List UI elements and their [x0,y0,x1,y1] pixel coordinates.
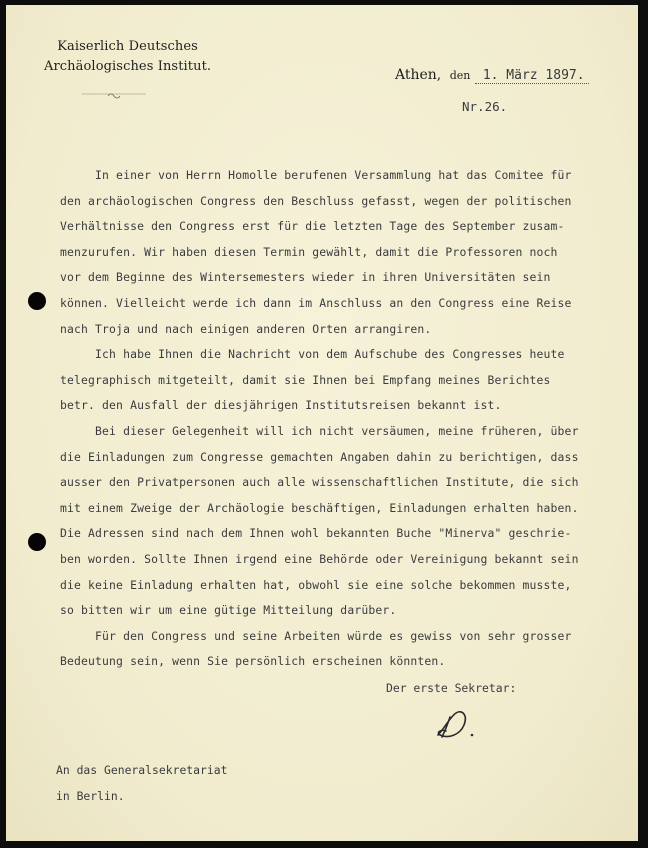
recipient-line-1: An das Generalsekretariat [56,763,228,777]
body-line: die Einladungen zum Congresse gemachten Angaben dahin zu berichtigen, dass [60,449,579,464]
letterhead-ornament [82,91,146,101]
body-line: Verhältnisse den Congress erst für die letzten Tage des September zusam- [60,219,565,234]
den-label: den [449,69,471,82]
letterhead-line-1: Kaiserlich Deutsches [57,39,198,54]
dateline [395,67,589,83]
body-line: Für den Congress und seine Arbeiten würde es gewiss von sehr grosser [60,628,572,643]
body-line: nach Troja und nach einigen anderen Orten arrangiren. [60,321,432,336]
body-line: telegraphisch mitgeteilt, damit sie Ihnen bei Empfang meines Berichtes [60,372,551,387]
body-line: mit einem Zweige der Archäologie beschäftigen, Einladungen erhalten haben. [60,500,579,515]
body-line: die keine Einladung erhalten hat, obwohl sie eine solche bekommen musste, [60,577,572,592]
place-name: Athen, [395,67,442,83]
letter-date: 1. März 1897. [475,68,589,84]
letter-page [6,5,638,841]
punch-hole [28,533,46,551]
body-line: Bei dieser Gelegenheit will ich nicht versäumen, meine früheren, über [60,423,579,438]
punch-hole [28,292,46,310]
letterhead [44,37,211,77]
recipient-line-2: in Berlin. [56,789,125,803]
body-line: Bedeutung sein, wenn Sie persönlich erscheinen könnten. [60,654,446,669]
body-line: betr. den Ausfall der diesjährigen Institutsreisen bekannt ist. [60,398,502,413]
body-line: so bitten wir um eine gütige Mitteilung darüber. [60,603,397,618]
body-line: ben worden. Sollte Ihnen irgend eine Behörde oder Vereinigung bekannt sein [60,551,579,566]
signature [430,705,480,745]
body-line: menzurufen. Wir haben diesen Termin gewählt, damit die Professoren noch [60,244,558,259]
body-line: ausser den Privatpersonen auch alle wissenschaftlichen Institute, die sich [60,475,579,490]
body-line: Ich habe Ihnen die Nachricht von dem Aufschube des Congresses heute [60,347,565,362]
letterhead-line-2: Archäologisches Institut. [44,59,212,74]
body-line: In einer von Herrn Homolle berufenen Versammlung hat das Comitee für [60,168,572,182]
body-line: Die Adressen sind nach dem Ihnen wohl bekannten Buche "Minerva" geschrie- [60,526,572,541]
body-line: vor dem Beginne des Wintersemesters wieder in ihren Universitäten sein [60,270,551,285]
body-line: können. Vielleicht werde ich dann im Anschluss an den Congress eine Reise [60,295,572,310]
body-line: den archäologischen Congress den Beschluss gefasst, wegen der politischen [60,193,572,208]
closing-title: Der erste Sekretar: [386,681,517,695]
recipient [56,757,227,809]
letter-body [60,163,620,675]
reference-number: Nr.26. [462,99,508,114]
